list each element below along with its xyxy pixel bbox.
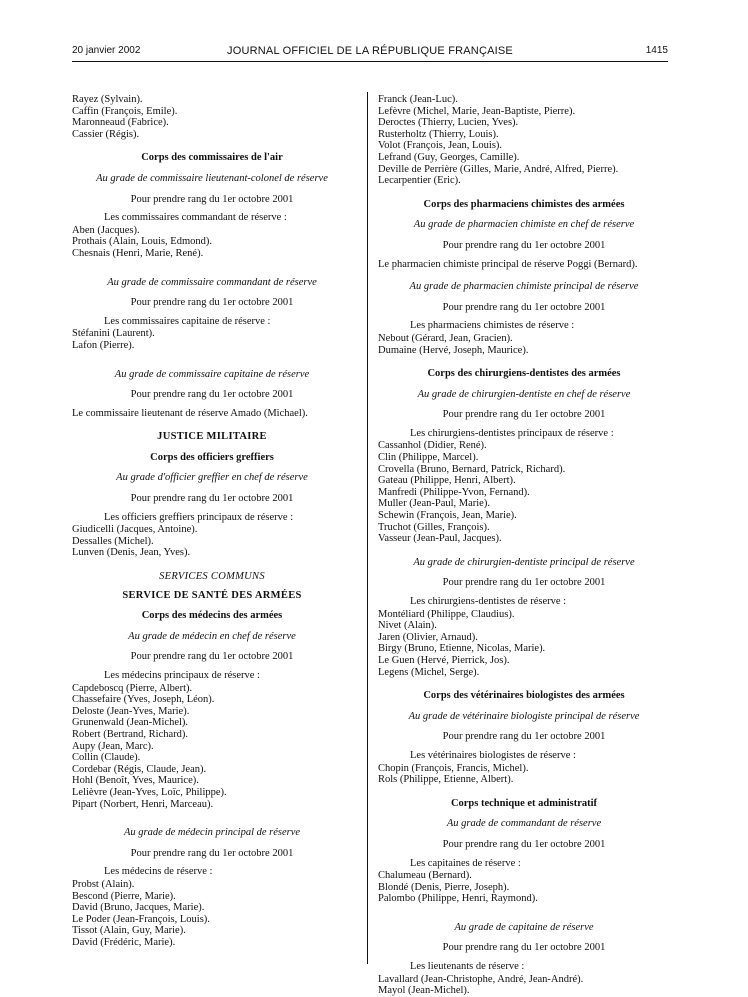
rank-date: Pour prendre rang du 1er octobre 2001 — [442, 577, 606, 589]
name-entry: Rayez (Sylvain). — [72, 94, 143, 105]
name-list — [378, 94, 670, 187]
list-lead: Les pharmaciens chimistes de réserve : — [410, 320, 575, 332]
name-entry: Lecarpentier (Eric). — [378, 175, 461, 187]
grade-heading: Au grade de chirurgien-dentiste principal de réserve — [413, 556, 635, 568]
name-list — [72, 683, 352, 811]
corps-heading: Corps des officiers greffiers — [150, 451, 274, 463]
list-lead: Les capitaines de réserve : — [410, 857, 521, 869]
name-entry: Nivet (Alain). — [378, 620, 437, 632]
name-list — [72, 524, 352, 559]
name-entry: Rusterholtz (Thierry, Louis). — [378, 128, 499, 140]
name-entry: David (Bruno, Jacques, Marie). — [72, 902, 205, 914]
name-entry: Schewin (François, Jean, Marie). — [378, 510, 517, 522]
rank-date: Pour prendre rang du 1er octobre 2001 — [442, 942, 606, 954]
name-entry: Tissot (Alain, Guy, Marie). — [72, 925, 186, 937]
corps-heading: Corps des chirurgiens-dentistes des armées — [427, 368, 621, 380]
name-entry: Lelièvre (Jean-Yves, Loïc, Philippe). — [72, 786, 227, 798]
name-entry: Aben (Jacques). — [72, 224, 140, 236]
rank-date: Pour prendre rang du 1er octobre 2001 — [442, 239, 606, 251]
name-entry: Manfredi (Philippe-Yvon, Fernand). — [378, 486, 530, 498]
header-rule — [72, 61, 668, 62]
name-entry: Legens (Michel, Serge). — [378, 666, 480, 678]
single-entry: Le commissaire lieutenant de réserve Amado (Michael). — [72, 407, 308, 419]
name-entry: Birgy (Bruno, Etienne, Nicolas, Marie). — [378, 643, 546, 655]
list-lead: Les médecins de réserve : — [104, 866, 213, 878]
name-entry: Bescond (Pierre, Marie). — [72, 890, 176, 902]
grade-heading: Au grade de pharmacien chimiste principal de réserve — [409, 281, 639, 293]
name-entry: Blondé (Denis, Pierre, Joseph). — [378, 881, 510, 893]
name-entry: Le Guen (Hervé, Pierrick, Jos). — [378, 654, 510, 666]
name-list — [72, 328, 352, 351]
name-entry: Cassier (Régis). — [72, 128, 140, 140]
name-entry: Palombo (Philippe, Henri, Raymond). — [378, 893, 538, 905]
corps-heading: Corps des pharmaciens chimistes des armées — [423, 198, 625, 210]
list-lead: Les chirurgiens-dentistes principaux de réserve : — [410, 427, 614, 439]
name-entry: Lafon (Pierre). — [72, 339, 135, 351]
name-entry: Chopin (François, Francis, Michel). — [378, 762, 529, 774]
name-entry: Franck (Jean-Luc). — [378, 94, 458, 105]
name-entry: Maronneaud (Fabrice). — [72, 117, 169, 129]
single-entry: Le pharmacien chimiste principal de réserve Poggi (Bernard). — [378, 258, 638, 270]
right-column — [378, 94, 670, 997]
name-entry: Lefrand (Guy, Georges, Camille). — [378, 151, 520, 163]
name-entry: Dumaine (Hervé, Joseph, Maurice). — [378, 344, 529, 356]
corps-heading: Corps des commissaires de l'air — [141, 152, 283, 164]
name-entry: Le Poder (Jean-François, Louis). — [72, 913, 210, 925]
list-lead: Les vétérinaires biologistes de réserve : — [410, 749, 576, 761]
name-entry: Mayol (Jean-Michel). — [378, 985, 470, 997]
grade-heading: Au grade de vétérinaire biologiste principal de réserve — [408, 710, 640, 722]
service-heading: SERVICE DE SANTÉ DES ARMÉES — [122, 589, 302, 601]
name-entry: Deloste (Jean-Yves, Marie). — [72, 705, 190, 717]
name-entry: Lefèvre (Michel, Marie, Jean-Baptiste, Pierre). — [378, 105, 576, 117]
name-entry: Chalumeau (Bernard). — [378, 870, 472, 882]
page-number: 1415 — [645, 45, 668, 56]
grade-heading: Au grade de commissaire commandant de réserve — [107, 276, 317, 288]
rank-date: Pour prendre rang du 1er octobre 2001 — [130, 493, 294, 505]
grade-heading: Au grade de commissaire capitaine de réserve — [114, 368, 310, 380]
name-entry: Clin (Philippe, Marcel). — [378, 452, 479, 464]
rank-date: Pour prendre rang du 1er octobre 2001 — [130, 389, 294, 401]
name-entry: Probst (Alain). — [72, 878, 135, 890]
name-entry: Deville de Perrière (Gilles, Marie, André, Alfred, Pierre). — [378, 163, 619, 175]
name-entry: Capdeboscq (Pierre, Albert). — [72, 682, 193, 694]
grade-heading: Au grade de pharmacien chimiste en chef de réserve — [413, 219, 635, 231]
rank-date: Pour prendre rang du 1er octobre 2001 — [130, 651, 294, 663]
name-entry: Truchot (Gilles, François). — [378, 521, 490, 533]
name-list — [378, 763, 670, 786]
rank-date: Pour prendre rang du 1er octobre 2001 — [442, 731, 606, 743]
rank-date: Pour prendre rang du 1er octobre 2001 — [130, 297, 294, 309]
name-list — [378, 870, 670, 905]
name-entry: Montéliard (Philippe, Claudius). — [378, 608, 515, 620]
name-entry: Deroctes (Thierry, Lucien, Yves). — [378, 117, 519, 129]
name-entry: Cassanhol (Didier, René). — [378, 440, 487, 452]
grade-heading: Au grade de commandant de réserve — [446, 818, 602, 830]
name-list — [72, 225, 352, 260]
rank-date: Pour prendre rang du 1er octobre 2001 — [130, 193, 294, 205]
name-entry: Collin (Claude). — [72, 752, 141, 764]
name-entry: Chesnais (Henri, Marie, René). — [72, 247, 204, 259]
name-entry: Caffin (François, Emile). — [72, 105, 178, 117]
column-divider — [367, 92, 368, 964]
rank-date: Pour prendre rang du 1er octobre 2001 — [130, 847, 294, 859]
name-list — [378, 333, 670, 356]
name-entry: Nebout (Gérard, Jean, Gracien). — [378, 332, 513, 344]
section-heading: SERVICES COMMUNS — [159, 571, 265, 583]
rank-date: Pour prendre rang du 1er octobre 2001 — [442, 838, 606, 850]
list-lead: Les officiers greffiers principaux de réserve : — [104, 511, 294, 523]
grade-heading: Au grade de médecin principal de réserve — [123, 827, 301, 839]
section-heading: JUSTICE MILITAIRE — [157, 431, 267, 443]
name-entry: Jaren (Olivier, Arnaud). — [378, 631, 478, 643]
name-entry: Aupy (Jean, Marc). — [72, 740, 154, 752]
name-entry: David (Frédéric, Marie). — [72, 936, 176, 948]
name-entry: Stéfanini (Laurent). — [72, 328, 155, 340]
list-lead: Les chirurgiens-dentistes de réserve : — [410, 596, 567, 607]
grade-heading: Au grade de chirurgien-dentiste en chef de réserve — [417, 388, 631, 400]
name-entry: Robert (Bertrand, Richard). — [72, 728, 189, 740]
name-entry: Hohl (Benoît, Yves, Maurice). — [72, 775, 199, 787]
grade-heading: Au grade de médecin en chef de réserve — [128, 630, 296, 642]
name-entry: Prothais (Alain, Louis, Edmond). — [72, 236, 212, 248]
name-entry: Volot (François, Jean, Louis). — [378, 140, 503, 152]
name-entry: Cordebar (Régis, Claude, Jean). — [72, 763, 207, 775]
grade-heading: Au grade de capitaine de réserve — [454, 921, 594, 933]
list-lead: Les commissaires commandant de réserve : — [104, 212, 287, 224]
grade-heading: Au grade d'officier greffier en chef de réserve — [116, 472, 308, 484]
left-column — [72, 94, 352, 948]
page-header — [72, 45, 668, 59]
name-entry: Rols (Philippe, Etienne, Albert). — [378, 774, 514, 786]
name-entry: Muller (Jean-Paul, Marie). — [378, 498, 490, 510]
header-title: JOURNAL OFFICIEL DE LA RÉPUBLIQUE FRANÇAISE — [227, 45, 513, 57]
list-lead: Les lieutenants de réserve : — [410, 961, 525, 973]
list-lead: Les commissaires capitaine de réserve : — [104, 315, 271, 327]
rank-date: Pour prendre rang du 1er octobre 2001 — [442, 301, 606, 313]
name-entry: Crovella (Bruno, Bernard, Patrick, Richard). — [378, 463, 566, 475]
header-date: 20 janvier 2002 — [72, 45, 141, 56]
name-list — [72, 879, 352, 949]
name-entry: Pipart (Norbert, Henri, Marceau). — [72, 798, 214, 810]
name-entry: Chassefaire (Yves, Joseph, Léon). — [72, 694, 215, 706]
name-entry: Lunven (Denis, Jean, Yves). — [72, 547, 191, 559]
name-entry: Vasseur (Jean-Paul, Jacques). — [378, 533, 502, 545]
name-entry: Gateau (Philippe, Henri, Albert). — [378, 475, 516, 487]
name-entry: Lavallard (Jean-Christophe, André, Jean-André). — [378, 973, 584, 985]
corps-heading: Corps technique et administratif — [450, 797, 598, 809]
grade-heading: Au grade de commissaire lieutenant-colonel de réserve — [96, 172, 328, 184]
corps-heading: Corps des médecins des armées — [141, 610, 283, 622]
corps-heading: Corps des vétérinaires biologistes des armées — [423, 690, 625, 702]
name-entry: Giudicelli (Jacques, Antoine). — [72, 524, 198, 536]
name-list — [378, 440, 670, 544]
name-list — [72, 94, 352, 140]
name-list — [378, 974, 670, 997]
list-lead: Les médecins principaux de réserve : — [104, 670, 260, 681]
name-list — [378, 609, 670, 679]
rank-date: Pour prendre rang du 1er octobre 2001 — [442, 409, 606, 421]
name-entry: Grunenwald (Jean-Michel). — [72, 717, 189, 729]
name-entry: Dessalles (Michel). — [72, 535, 154, 547]
